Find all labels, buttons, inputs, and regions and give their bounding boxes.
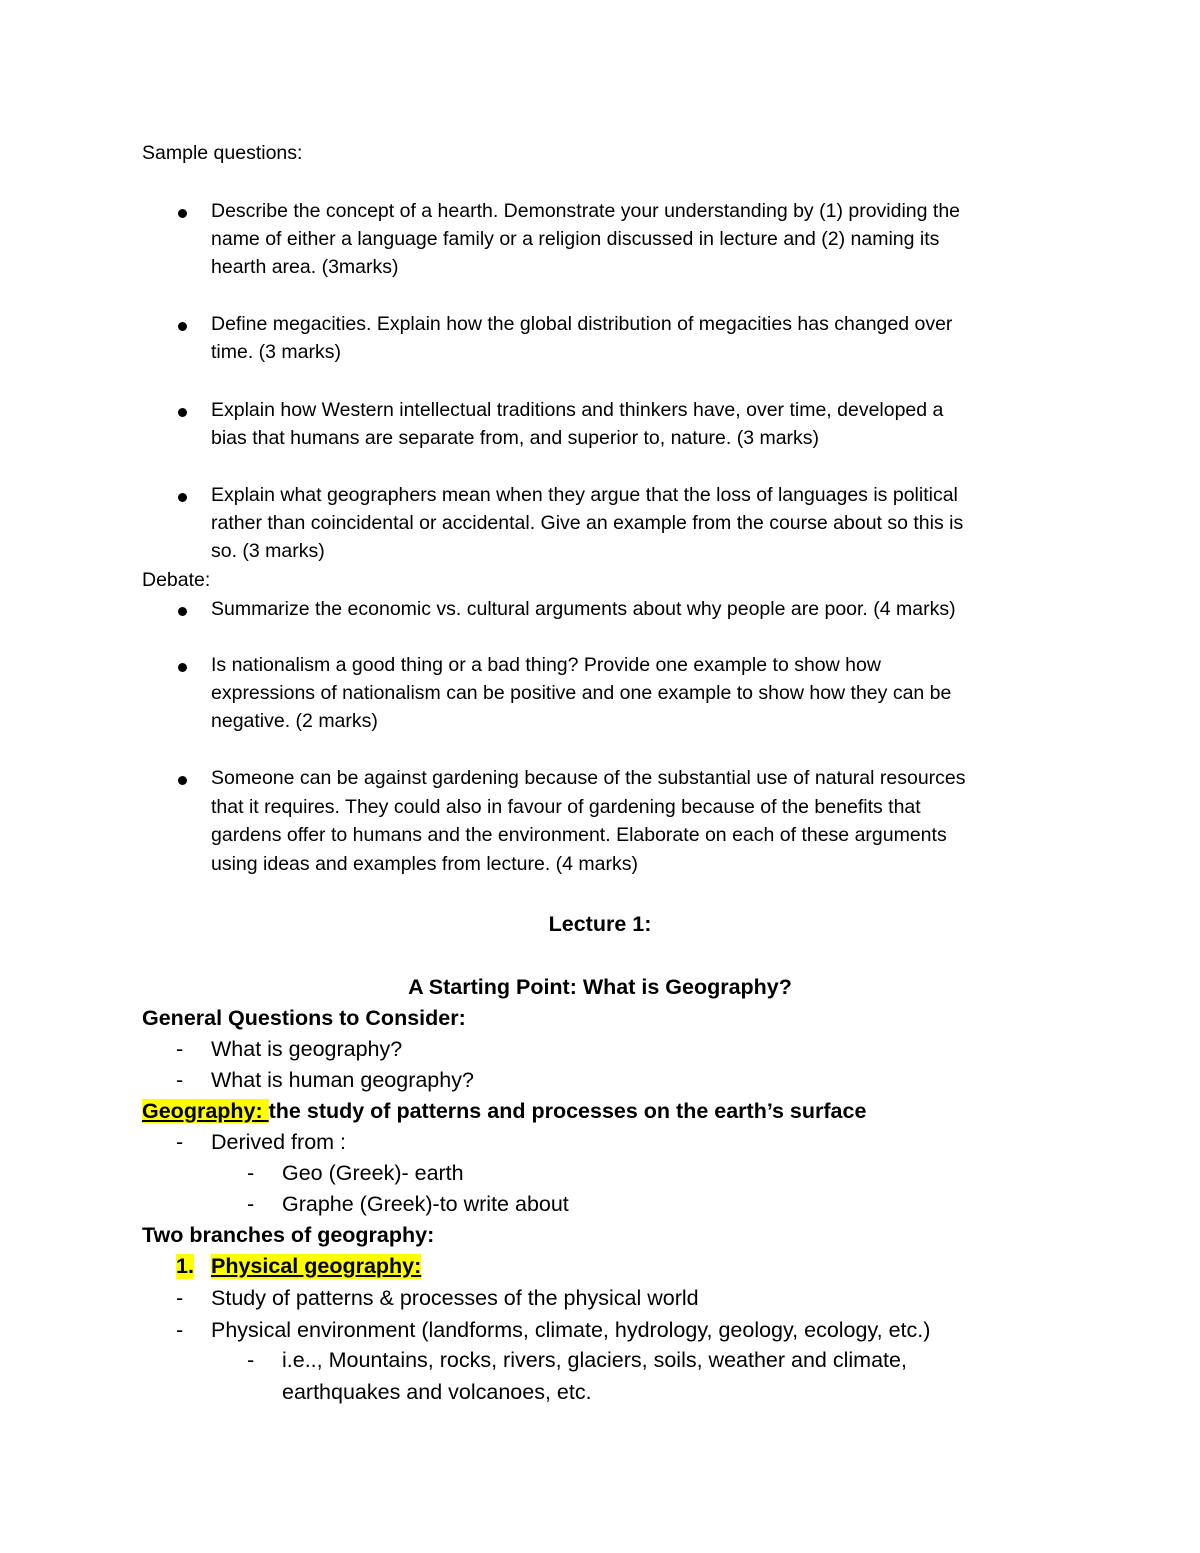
question-line: time. (3 marks)	[211, 341, 342, 363]
list-item: What is geography?	[211, 1037, 403, 1061]
list-item: What is human geography?	[211, 1068, 474, 1092]
geography-definition-text: the study of patterns and processes on the earth’s surface	[268, 1099, 867, 1123]
question-line: so. (3 marks)	[211, 540, 325, 562]
question-line: name of either a language family or a religion discussed in lecture and (2) naming its	[211, 228, 940, 250]
question-line: Explain how Western intellectual traditions and thinkers have, over time, developed a	[211, 399, 944, 421]
bullet-icon	[178, 322, 187, 331]
question-line: Is nationalism a good thing or a bad thing? Provide one example to show how	[211, 654, 881, 676]
sample-questions-heading: Sample questions:	[142, 142, 303, 164]
dash-marker: -	[176, 1318, 184, 1342]
debate-heading: Debate:	[142, 569, 211, 591]
question-line: Define megacities. Explain how the global distribution of megacities has changed over	[211, 313, 953, 335]
geography-definition	[142, 1099, 866, 1124]
question-line: hearth area. (3marks)	[211, 256, 399, 278]
dash-marker: -	[176, 1037, 184, 1061]
question-line: using ideas and examples from lecture. (4 marks)	[211, 853, 639, 875]
dash-marker: -	[176, 1286, 184, 1310]
bullet-icon	[178, 776, 187, 785]
question-line: Explain what geographers mean when they argue that the loss of languages is political	[211, 484, 958, 506]
bullet-icon	[178, 209, 187, 218]
list-item: earthquakes and volcanoes, etc.	[282, 1380, 592, 1404]
dash-marker: -	[247, 1161, 255, 1185]
dash-marker: -	[247, 1348, 255, 1372]
lecture-subtitle: A Starting Point: What is Geography?	[408, 975, 792, 999]
bullet-icon	[178, 408, 187, 417]
question-line: Summarize the economic vs. cultural arguments about why people are poor. (4 marks)	[211, 598, 956, 620]
list-item: Geo (Greek)- earth	[282, 1161, 464, 1185]
list-item: Physical environment (landforms, climate, hydrology, geology, ecology, etc.)	[211, 1318, 931, 1342]
bullet-icon	[178, 493, 187, 502]
question-line: Someone can be against gardening because of the substantial use of natural resources	[211, 767, 966, 789]
geography-term: Geography:	[142, 1099, 269, 1123]
bullet-icon	[178, 607, 187, 616]
question-line: expressions of nationalism can be positive and one example to show how they can be	[211, 682, 952, 704]
question-line: negative. (2 marks)	[211, 710, 378, 732]
branches-heading: Two branches of geography:	[142, 1223, 435, 1247]
question-line: gardens offer to humans and the environment. Elaborate on each of these arguments	[211, 824, 947, 846]
question-line: bias that humans are separate from, and superior to, nature. (3 marks)	[211, 427, 820, 449]
physical-geography-heading: Physical geography:	[211, 1254, 422, 1278]
list-item: Graphe (Greek)-to write about	[282, 1192, 569, 1216]
lecture-title: Lecture 1:	[548, 912, 652, 936]
bullet-icon	[178, 663, 187, 672]
list-item: i.e.., Mountains, rocks, rivers, glaciers, soils, weather and climate,	[282, 1348, 907, 1372]
list-item: Study of patterns & processes of the physical world	[211, 1286, 699, 1310]
general-questions-heading: General Questions to Consider:	[142, 1006, 466, 1030]
branch-number: 1.	[176, 1254, 194, 1278]
question-line: rather than coincidental or accidental. Give an example from the course about so this is	[211, 512, 964, 534]
dash-marker: -	[176, 1068, 184, 1092]
dash-marker: -	[247, 1192, 255, 1216]
dash-marker: -	[176, 1130, 184, 1154]
question-line: Describe the concept of a hearth. Demonstrate your understanding by (1) providing the	[211, 200, 961, 222]
list-item: Derived from :	[211, 1130, 347, 1154]
question-line: that it requires. They could also in favour of gardening because of the benefits that	[211, 796, 921, 818]
